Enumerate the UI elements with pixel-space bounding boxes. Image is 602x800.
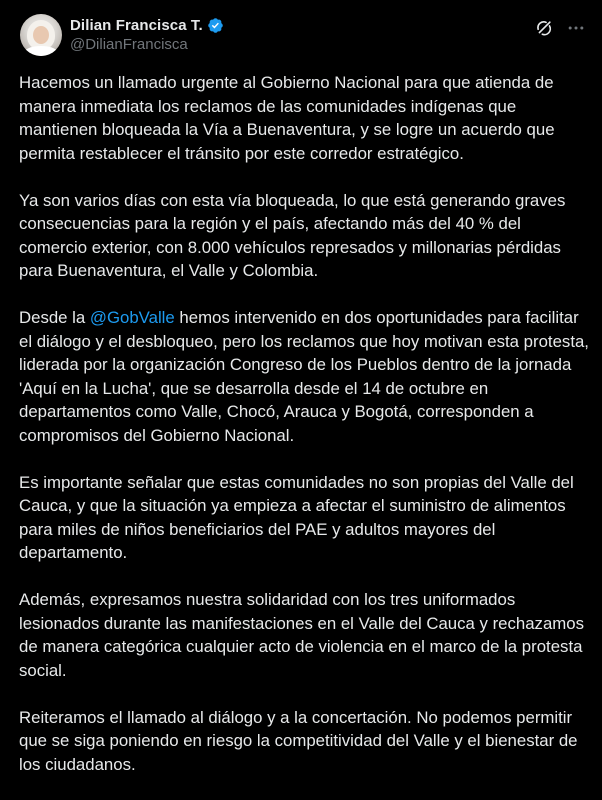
- tweet-paragraph-6: Reiteramos el llamado al diálogo y a la concertación. No podemos permitir que se siga poniendo en riesgo la competitividad del Valle y el bienestar de los ciudadanos.: [19, 707, 578, 774]
- tweet-text: [19, 71, 589, 800]
- tweet-actions: [534, 18, 586, 38]
- display-name-row: [70, 15, 224, 35]
- avatar-face: [33, 26, 49, 44]
- tweet-paragraph-1: Hacemos un llamado urgente al Gobierno Nacional para que atienda de manera inmediata los reclamos de las comunidades indígenas que mantienen bloqueada la Vía a Buenaventura, y se logre un acuerdo que permita restablecer el tránsito por este corredor estratégico.: [19, 73, 555, 163]
- tweet-header: [20, 14, 586, 58]
- tweet-paragraph-4: Es importante señalar que estas comunidades no son propias del Valle del Cauca, y que la situación ya empieza a afectar el suministro de alimentos para miles de niños beneficiarios del PAE y adultos mayores del departamento.: [19, 472, 574, 562]
- display-name[interactable]: Dilian Francisca T.: [70, 16, 203, 34]
- tweet-paragraph-5: Además, expresamos nuestra solidaridad con los tres uniformados lesionados durante las manifestaciones en el Valle del Cauca y rechazamos de manera categórica cualquier acto de violencia en el marco de la protesta social.: [19, 590, 584, 680]
- avatar[interactable]: [20, 14, 62, 56]
- mention-link-gobvalle[interactable]: @GobValle: [89, 308, 175, 327]
- grok-icon[interactable]: [534, 18, 554, 38]
- more-options-icon[interactable]: [566, 18, 586, 38]
- avatar-shoulders: [24, 46, 58, 56]
- tweet-paragraph-2: Ya son varios días con esta vía bloqueada, lo que está generando graves consecuencias para la región y el país, afectando más del 40 % del comercio exterior, con 8.000 vehículos represados y millonarias pérdidas para Buenaventura, el Valle y Colombia.: [19, 190, 566, 280]
- paragraph-3-intro: Desde la: [19, 308, 90, 327]
- paragraph-3-rest: hemos intervenido en dos oportunidades para facilitar el diálogo y el desbloqueo, pero los reclamos que hoy motivan esta protesta, liderada por la organización Congreso de los Pueblos dentro de la jornada 'Aquí en la Lucha', que se desarrolla desde el 14 de octubre en departamentos como Valle, Chocó, Arauca y Bogotá, corresponden a compromisos del Gobierno Nacional.: [19, 308, 589, 445]
- author-handle[interactable]: @DilianFrancisca: [70, 36, 188, 53]
- tweet-paragraph-3: [19, 306, 589, 447]
- author-names: [70, 15, 224, 56]
- verified-badge-icon[interactable]: [207, 17, 224, 34]
